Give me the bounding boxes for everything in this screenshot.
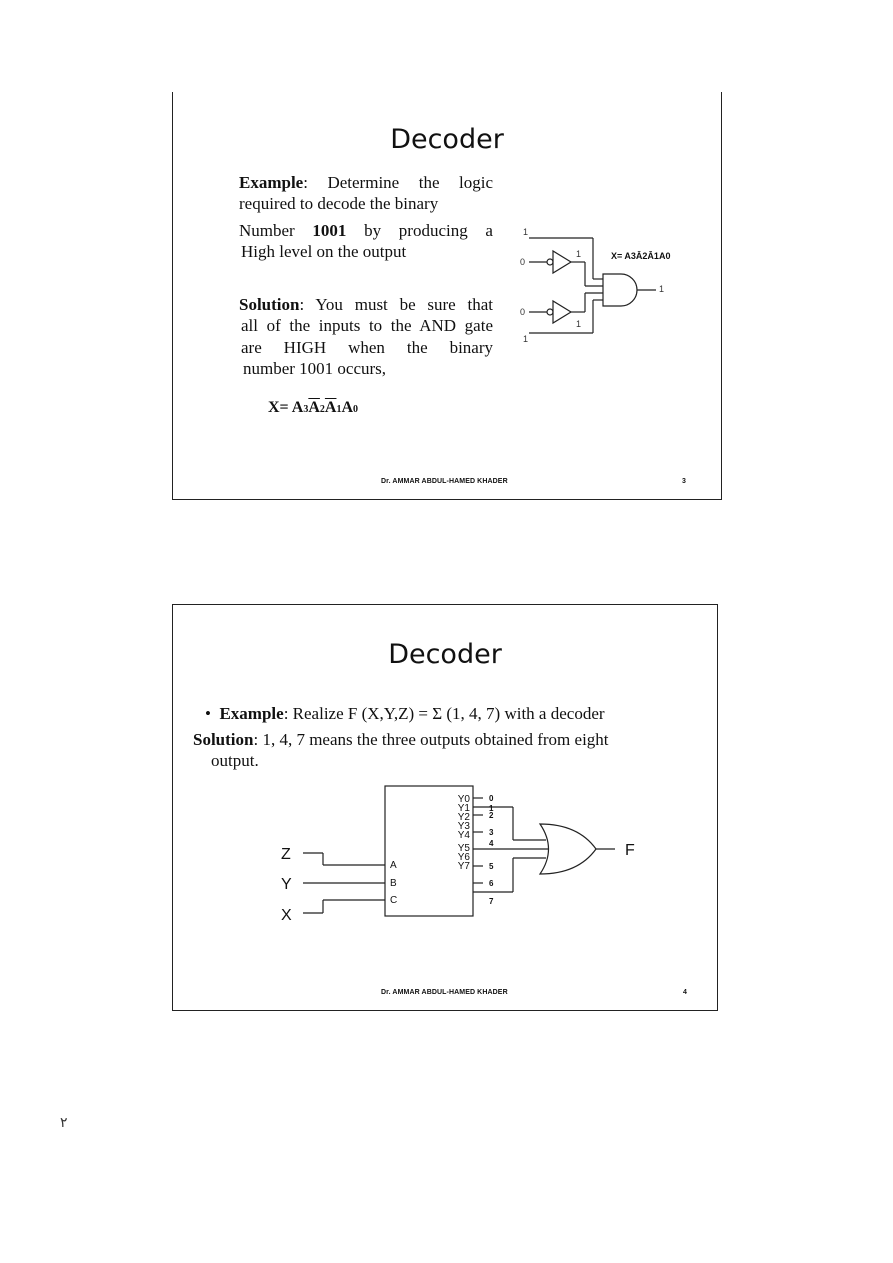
inverter-2-input-label: 0 <box>520 307 526 317</box>
input-bottom-label: 1 <box>523 334 529 344</box>
example-label: Example <box>239 173 304 192</box>
num-5: 5 <box>489 862 494 871</box>
example-line-1: Example: Determine the logic <box>239 173 493 192</box>
page-number: 3 <box>682 478 686 485</box>
pin-a: A <box>390 860 397 871</box>
handwritten-page-mark: ٢ <box>60 1116 68 1131</box>
out-y1: Y1 <box>457 803 470 814</box>
inverter-1-bubble <box>547 259 553 265</box>
out-y2: Y2 <box>457 812 470 823</box>
solution-line-3: are HIGH when the binary <box>241 338 493 357</box>
binary-number: 1001 <box>312 221 347 240</box>
pin-b: B <box>390 878 397 889</box>
inverter-2-bubble <box>547 309 553 315</box>
bullet: • <box>205 704 220 723</box>
footer-author: Dr. AMMAR ABDUL-HAMED KHADER <box>381 989 508 996</box>
or-gate <box>540 824 596 874</box>
and-gate <box>603 274 637 306</box>
example-line: • Example: Realize F (X,Y,Z) = Σ (1, 4, 7) with a decoder <box>205 704 605 723</box>
inverter-1-input-label: 0 <box>520 257 526 267</box>
inverter-1-output-label: 1 <box>576 249 582 259</box>
solution-line-1: Solution: You must be sure that <box>239 295 493 314</box>
out-y4: Y4 <box>457 830 470 841</box>
slide-title: Decoder <box>388 639 502 670</box>
solution-line-2: all of the inputs to the AND gate <box>241 316 493 335</box>
out-y3: Y3 <box>457 821 470 832</box>
out-y7: Y7 <box>457 861 470 872</box>
example-line-2: required to decode the binary <box>239 194 439 213</box>
page-number: 4 <box>683 989 687 996</box>
inverter-1 <box>553 251 571 273</box>
slide-3 <box>172 92 722 500</box>
num-4: 4 <box>489 839 494 848</box>
num-1: 1 <box>489 804 494 813</box>
input-z: Z <box>281 846 291 863</box>
inverter-2 <box>553 301 571 323</box>
input-y: Y <box>281 876 292 893</box>
slide-title: Decoder <box>390 124 504 155</box>
solution-label: Solution <box>193 730 254 749</box>
decoder-circuit <box>273 780 653 925</box>
solution-line: Solution: 1, 4, 7 means the three outputs obtained from eight <box>193 730 609 749</box>
number-line: Number 1001 by producing a <box>239 221 493 240</box>
num-2: 2 <box>489 811 494 820</box>
output-f: F <box>625 842 635 859</box>
inverter-2-output-label: 1 <box>576 319 582 329</box>
input-x: X <box>281 907 292 924</box>
formula: $X= A3\overline{A}2\overline{A}1A0$ <box>268 399 359 416</box>
footer-author: Dr. AMMAR ABDUL-HAMED KHADER <box>381 478 508 485</box>
solution-cont: output. <box>211 751 259 770</box>
out-y0: Y0 <box>457 794 470 805</box>
example-label: Example <box>219 704 284 723</box>
input-top-label: 1 <box>523 227 529 237</box>
and-gate-circuit <box>511 220 711 350</box>
and-output-value: 1 <box>659 284 665 294</box>
out-y5: Y5 <box>457 843 470 854</box>
num-7: 7 <box>489 897 494 906</box>
solution-line-4: number 1001 occurs, <box>243 359 387 378</box>
num-3: 3 <box>489 828 494 837</box>
out-y6: Y6 <box>457 852 470 863</box>
num-6: 6 <box>489 879 494 888</box>
num-0: 0 <box>489 794 494 803</box>
solution-label: Solution <box>239 295 300 314</box>
output-line: High level on the output <box>241 242 407 261</box>
slide-4 <box>172 604 718 1011</box>
and-output-label: X= A3Ā2Ā1A0 <box>611 251 671 261</box>
pin-c: C <box>390 895 398 906</box>
